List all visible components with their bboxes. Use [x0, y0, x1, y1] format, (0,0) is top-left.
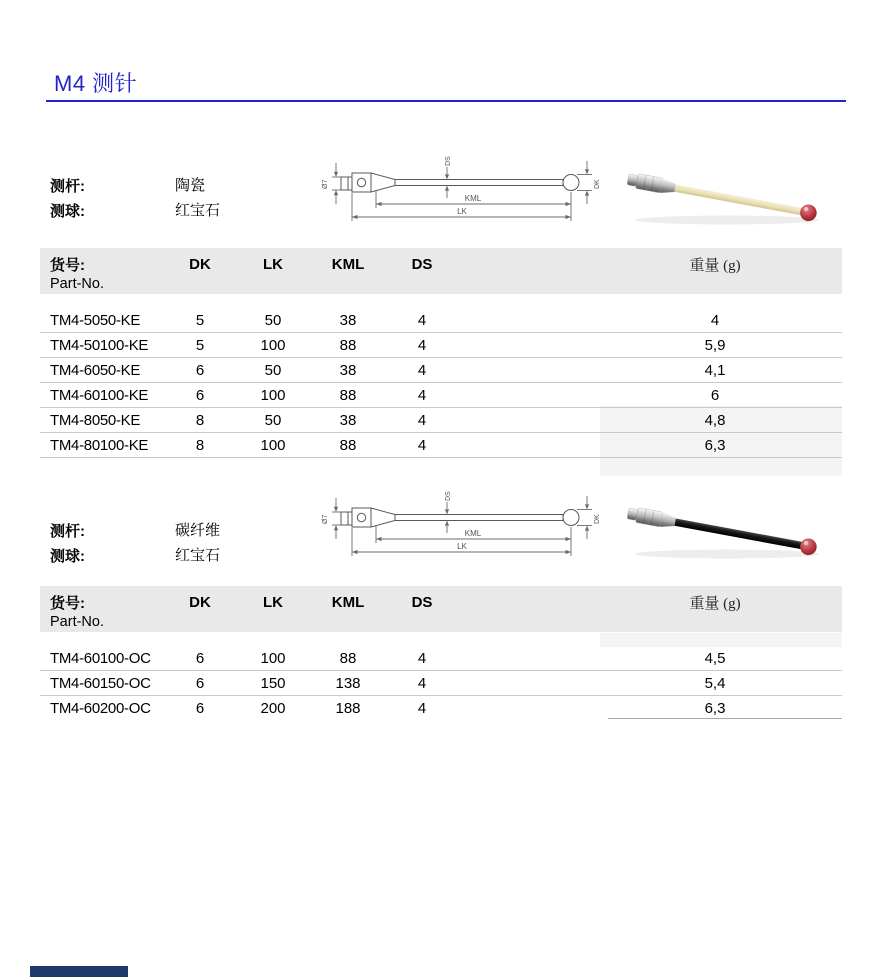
- cell-dk: 6: [195, 361, 205, 379]
- stylus-dimension-drawing-1: [315, 146, 615, 236]
- spec-row-ball: [50, 544, 350, 569]
- dim-label-kml: KML: [464, 194, 482, 203]
- cell-part-no: TM4-60100-KE: [50, 386, 149, 404]
- cell-kml: 38: [339, 361, 357, 379]
- spec-label-shaft: 测杆:: [50, 178, 85, 195]
- cell-ds: 4: [417, 361, 427, 379]
- dim-label-lk: LK: [457, 542, 467, 551]
- footer-color-bar: [30, 966, 128, 977]
- cell-ds: 4: [417, 411, 427, 429]
- table-row: [40, 408, 842, 433]
- stylus-chuck: [635, 174, 662, 193]
- dim-label-dk: DK: [594, 514, 601, 524]
- cell-lk: 100: [260, 436, 286, 454]
- cell-weight: 5,9: [704, 336, 726, 354]
- col-dk: DK: [189, 255, 211, 273]
- cell-lk: 100: [260, 336, 286, 354]
- stylus-cone: [660, 512, 676, 529]
- cell-ds: 4: [417, 699, 427, 717]
- cell-part-no: TM4-5050-KE: [50, 311, 141, 329]
- stylus-photo-ceramic: [622, 158, 832, 230]
- spec-row-ball: [50, 199, 350, 224]
- cell-kml: 38: [339, 411, 357, 429]
- table2-header: [40, 586, 842, 632]
- spec-row-shaft: [50, 174, 350, 199]
- table2-weight-bottom-rule: [608, 718, 842, 719]
- table-row: [40, 433, 842, 458]
- cell-part-no: TM4-60100-OC: [50, 649, 151, 667]
- cell-part-no: TM4-80100-KE: [50, 436, 149, 454]
- spec-value-ball: 红宝石: [175, 203, 221, 219]
- cell-part-no: TM4-60200-OC: [50, 699, 151, 717]
- col-ds: DS: [411, 255, 433, 273]
- spec-block-carbon: [50, 519, 350, 569]
- col-weight: 重量 (g): [689, 257, 741, 274]
- cell-part-no: TM4-6050-KE: [50, 361, 141, 379]
- stylus-chuck: [635, 508, 662, 527]
- title-rule: [46, 100, 846, 102]
- cell-kml: 88: [339, 336, 357, 354]
- col-kml: KML: [331, 593, 365, 611]
- spec-value-shaft: 陶瓷: [175, 178, 206, 194]
- col-dk: DK: [189, 593, 211, 611]
- cell-lk: 100: [260, 649, 286, 667]
- stylus-photo-carbon: [622, 492, 832, 564]
- cell-dk: 8: [195, 411, 205, 429]
- table-row: [40, 308, 842, 333]
- cell-dk: 6: [195, 649, 205, 667]
- page-title: M4 测针: [54, 71, 138, 96]
- cell-weight: 6,3: [704, 699, 726, 717]
- cell-kml: 38: [339, 311, 357, 329]
- cell-kml: 88: [339, 386, 357, 404]
- cell-lk: 150: [260, 674, 286, 692]
- table1-header: [40, 248, 842, 294]
- spec-label-shaft: 测杆:: [50, 523, 85, 540]
- cell-weight: 4,8: [704, 411, 726, 429]
- table1-rows: [40, 308, 842, 458]
- cell-weight: 6: [710, 386, 720, 404]
- cell-ds: 4: [417, 311, 427, 329]
- table-row: [40, 333, 842, 358]
- cell-lk: 50: [264, 411, 282, 429]
- cell-ds: 4: [417, 436, 427, 454]
- spec-row-shaft: [50, 519, 350, 544]
- dim-label-ds: DS: [445, 156, 452, 166]
- col-part-zh: 货号:: [50, 594, 85, 612]
- cell-lk: 200: [260, 699, 286, 717]
- stylus-shaft-ceramic: [674, 184, 803, 215]
- photo-shadow: [635, 216, 819, 225]
- cell-ds: 4: [417, 674, 427, 692]
- cell-weight: 4,5: [704, 649, 726, 667]
- cell-weight: 4: [710, 311, 720, 329]
- cell-part-no: TM4-50100-KE: [50, 336, 149, 354]
- cell-weight: 5,4: [704, 674, 726, 692]
- table-row: [40, 671, 842, 696]
- cell-lk: 50: [264, 361, 282, 379]
- cell-dk: 6: [195, 699, 205, 717]
- cell-kml: 138: [335, 674, 361, 692]
- cell-dk: 8: [195, 436, 205, 454]
- spec-label-ball: 测球:: [50, 203, 85, 220]
- col-lk: LK: [263, 255, 283, 273]
- cell-part-no: TM4-60150-OC: [50, 674, 151, 692]
- col-kml: KML: [331, 255, 365, 273]
- dim-label-d7: Ø7: [322, 514, 329, 524]
- cell-weight: 6,3: [704, 436, 726, 454]
- table-row: [40, 646, 842, 671]
- cell-ds: 4: [417, 386, 427, 404]
- stylus-shaft-carbon: [674, 518, 803, 549]
- cell-dk: 6: [195, 386, 205, 404]
- spec-label-ball: 测球:: [50, 548, 85, 565]
- dim-label-lk: LK: [457, 207, 467, 216]
- cell-ds: 4: [417, 336, 427, 354]
- table-row: [40, 358, 842, 383]
- table2-rows: [40, 646, 842, 720]
- cell-dk: 5: [195, 311, 205, 329]
- cell-dk: 6: [195, 674, 205, 692]
- dim-label-dk: DK: [594, 179, 601, 189]
- table-row: [40, 383, 842, 408]
- cell-part-no: TM4-8050-KE: [50, 411, 141, 429]
- col-part-en: Part-No.: [50, 276, 104, 292]
- table-row: [40, 696, 842, 720]
- col-part-en: Part-No.: [50, 614, 104, 630]
- col-ds: DS: [411, 593, 433, 611]
- cell-dk: 5: [195, 336, 205, 354]
- col-part-zh: 货号:: [50, 256, 85, 274]
- stylus-dimension-drawing-2: [315, 481, 615, 571]
- spec-value-ball: 红宝石: [175, 548, 221, 564]
- cell-lk: 100: [260, 386, 286, 404]
- dim-label-ds: DS: [445, 491, 452, 501]
- col-weight: 重量 (g): [689, 595, 741, 612]
- spec-block-ceramic: [50, 174, 350, 224]
- stylus-cone: [660, 178, 676, 195]
- cell-ds: 4: [417, 649, 427, 667]
- col-lk: LK: [263, 593, 283, 611]
- dim-label-d7: Ø7: [322, 179, 329, 189]
- cell-kml: 88: [339, 436, 357, 454]
- photo-shadow: [635, 550, 819, 559]
- cell-kml: 88: [339, 649, 357, 667]
- cell-lk: 50: [264, 311, 282, 329]
- cell-kml: 188: [335, 699, 361, 717]
- spec-value-shaft: 碳纤维: [175, 523, 221, 539]
- cell-weight: 4,1: [704, 361, 726, 379]
- weight-column-shade-2: [600, 633, 842, 647]
- dim-label-kml: KML: [464, 529, 482, 538]
